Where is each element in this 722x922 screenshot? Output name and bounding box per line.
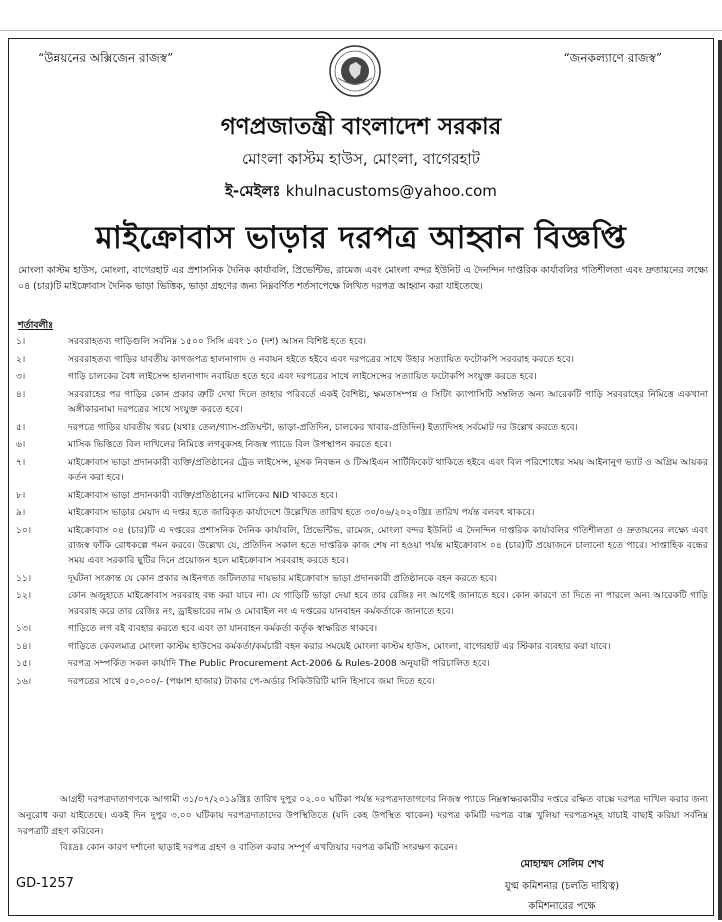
condition-item: [16, 352, 708, 367]
condition-item: [16, 571, 708, 586]
condition-text: দরপত্রের সাথে ৫০,০০০/- (পঞ্চাশ হাজার) টাকার পে-অর্ডার সিকিউরিটি মানি হিসাবে জমা দিতে হবে।: [68, 675, 435, 687]
condition-item: [16, 656, 708, 671]
condition-item: [16, 334, 708, 349]
condition-item: [16, 621, 708, 636]
condition-item: [16, 455, 708, 485]
condition-item: [16, 420, 708, 435]
conditions-list: [16, 334, 708, 692]
condition-item: [16, 639, 708, 654]
slogan-left: “উন্নয়নের অক্সিজেন রাজস্ব”: [38, 51, 174, 65]
condition-number: ৫।: [16, 421, 26, 433]
condition-number: ২।: [16, 353, 26, 365]
condition-number: ১২।: [16, 590, 32, 602]
condition-item: [16, 674, 708, 689]
signatory-name-text: মোহাম্মদ সেলিম শেখ: [520, 859, 604, 870]
condition-text: সরবরাহতব্য গাড়ির যাবতীয় কাগজপত্র হালনাগাদ ও নবায়ন হইতে হইবে এবং দরপত্রের সাথে উহার সত্যায়িত ফটোকপি সরবরাহ করতে হবে।: [68, 353, 574, 365]
condition-item: [16, 523, 708, 569]
condition-text: দূর্ঘটনা সংক্রান্ত যে কোন প্রকার আইনগত জটিলতার দায়ভার মাইক্রোবাস ভাড়া প্রদানকারী প্রতিষ্ঠানকে বহন করতে হবে।: [68, 572, 498, 584]
condition-text: মাইক্রোবাস ০৪ (চার)টি এ দপ্তরের প্রশাসনিক দৈনিক কার্যাবলি, প্রিভেন্টিভ, রামেজ, মোংলা বন্দর ইউনিট এ দৈনন্দিন দাপ্তরিক কার্যাবলির গতিশীলতা ও দ্রুতায়নের লক্ষ্যে এবং রাজস্ব ফাঁকি রোধকল্পে গমন করবে। উল্লেখ্য যে, প্রতিদিন সকাল হতে দাপ্তরিক কাজ শেষ না হওয়া পর্যন্ত মাইক্রোবাস ০৪ (চার)টি প্রয়োজনে চালানো হতে পারে। সাপ্তাহিক বন্ধের সময় এবং সরকারি ছুটির দিনে প্রয়োজন হলে মাইক্রোবাস সরবরাহ করতে হবে।: [68, 524, 708, 567]
footnote-paragraph: বিঃদ্রঃ কোন কারণ দর্শানো ছাড়াই দরপত্র গ্রহণ ও বাতিল করার সম্পূর্ণ এখতিয়ার দরপত্র কমিটি সংরক্ষণ করেন।: [60, 842, 458, 853]
condition-text: মাইক্রোবাস ভাড়া প্রদানকারী ব্যক্তি/প্রতিষ্ঠানের ট্রেড লাইসেন্স, মূসক নিবন্ধন ও টিআইএন সার্টিফিকেট থাকিতে হইবে এবং বিল পরিশোধের সময় আইনানুগ ভ্যাট ও অগ্রিম আয়কর কর্তন করা হবে।: [68, 456, 708, 483]
condition-item: [16, 369, 708, 384]
government-seal-icon: [328, 44, 382, 98]
condition-number: ৬।: [16, 439, 26, 451]
condition-text: সরবরাহতব্য গাড়িগুলি সর্বনিম্ন ১৫০০ সিসি এবং ১০ (দশ) আসন বিশিষ্ট হতে হবে।: [68, 336, 367, 347]
condition-item: [16, 588, 708, 618]
email-address[interactable]: khulnacustoms@yahoo.com: [285, 182, 497, 200]
condition-item: [16, 505, 708, 520]
email-line: [0, 180, 722, 205]
condition-number: ১৫।: [16, 658, 32, 670]
condition-number: ১।: [16, 336, 26, 347]
condition-number: ১০।: [16, 524, 32, 536]
condition-text: দরপত্রে গাড়ির যাবতীয় খরচ (যথাঃ তেল/গ্যাস-প্রতিঘন্টা, ভাড়া-প্রতিদিন, চালকের খাবার-প্রতিদিন) ইত্যাদিসহ সর্বমোট দর উল্লেখ করতে হবে।: [68, 421, 578, 433]
condition-number: ৪।: [16, 388, 26, 400]
condition-number: ৯।: [16, 507, 26, 519]
condition-text: সরবরাহের পর গাড়ির কোন প্রকার ত্রুটি দেখা দিলে তাহার পরিবর্তে একই বৈশিষ্ট্য, ক্ষমতাসম্পন্ন ও সিটিং ক্যাপাসিটি সম্বলিত অন্য আরেকটি গাড়ি সরবরাহের নিমিত্তে একখানা অঙ্গীকারনামা দরপত্রের সাথে সংযুক্ত করতে হবে।: [68, 388, 708, 415]
closing-section: [18, 792, 708, 856]
condition-number: ৮।: [16, 489, 26, 501]
notice-title: মাইক্রোবাস ভাড়ার দরপত্র আহ্বান বিজ্ঞপ্তি: [95, 220, 627, 256]
email-label: ই-মেইলঃ: [225, 182, 286, 200]
gd-number: GD-1257: [16, 876, 74, 891]
condition-text: গাড়ি চালকের বৈধ লাইসেন্স হালনাগাদ নবায়িত হতে হবে এবং দরপত্রের সাথে লাইসেন্সের সত্যায়িত ফটোকপি সংযুক্ত করতে হবে।: [68, 371, 537, 383]
condition-item: [16, 488, 708, 503]
condition-number: ১৩।: [16, 623, 32, 635]
condition-number: ১৪।: [16, 640, 32, 652]
condition-text: গাড়িতে লগ বই ব্যবহার করতে হবে এবং তা যানবাহন কর্মকর্তা কর্তৃক স্বাক্ষরিত থাকবে।: [68, 623, 378, 635]
condition-item: [16, 387, 708, 417]
condition-text: গাড়িতে কেবলমাত্র মোংলা কাস্টম হাউসের কর্মকর্তা/কর্মচারী বহন করার সময়েই মোংলা কাস্টম হাউস, মোংলা, বাগেরহাট এর স্টিকার ব্যবহার করা যাবে।: [68, 640, 611, 652]
conditions-heading: শর্তাবলীঃ: [18, 320, 54, 331]
office-address: মোংলা কাস্টম হাউস, মোংলা, বাগেরহাট: [242, 150, 480, 168]
condition-text: মাসিক ভিত্তিতে বিল দাখিলের নিমিত্তে লগবুকসহ নিজস্ব প্যাডে বিল উপস্থাপন করতে হবে।: [68, 439, 392, 451]
condition-item: [16, 437, 708, 452]
condition-text: কোন অজুহাতে মাইক্রোবাস সরবরাহ বন্ধ করা যাবে না। যে গাড়িটি ভাড়া দেয়া হবে তার রেজিঃ নং আগেই জানাতে হবে। কোন কারণে তা দিতে না পারলে অন্য আরেকটি গাড়ি সরবরাহ করে তার রেজিঃ নং, ড্রাইভারের নাম ও মোবাইল নং এ দপ্তরের যানবাহন কর্মকর্তাকে জানাতে হবে।: [68, 590, 708, 617]
slogan-right: “জনকল্যাণে রাজস্ব”: [563, 51, 662, 65]
closing-paragraph: আগ্রহী দরপত্রদাতাগণকে আগামী ৩১/০৭/২০১৯খ্রিঃ তারিখ দুপুর ০২.০০ ঘটিকা পর্যন্ত দরপত্রদাতাগণের নিজস্ব প্যাডে নিম্নস্বাক্ষরকারীর দপ্তরে রক্ষিত বাক্সে দরপত্র দাখিল করার জন্য অনুরোধ করা যাইতেছে। একই দিন দুপুর ৩.০০ ঘটিকায় দরপত্রদাতাদের উপস্থিতিতে (যদি কেহ উপস্থিত থাকেন) দরপত্র কমিটি দরপত্র বাক্স খুলিয়া দরপত্রসমূহ যাচাই বাছাই করিয়া সর্বনিম্ন দরপত্রটি গ্রহণ করিবেন।: [18, 794, 708, 837]
condition-number: ১১।: [16, 572, 32, 584]
condition-text: মাইক্রোবাস ভাড়া প্রদানকারী ব্যক্তি/প্রতিষ্ঠানের মালিকের NID থাকতে হবে।: [68, 489, 338, 501]
signatory-designation: যুগ্ম কমিশনার (চলতি দায়িত্ব): [504, 881, 620, 892]
condition-number: ৭।: [16, 456, 26, 468]
condition-number: ১৬।: [16, 675, 32, 687]
signatory-name: [472, 856, 652, 874]
condition-text: মাইক্রোবাস ভাড়ার মেয়াদ এ দপ্তর হতে জারিকৃত কার্যাদেশে উল্লেখিত তারিখ হতে ৩০/০৬/২০২০খ্রিঃ তারিখ পর্যন্ত বলবৎ থাকবে।: [68, 507, 535, 519]
condition-number: ৩।: [16, 371, 26, 383]
signatory-on-behalf: কমিশনারের পক্ষে: [528, 901, 596, 912]
top-rule: [0, 30, 722, 31]
condition-text: দরপত্র সম্পর্কিত সকল কার্যাদি The Public Procurement Act-2006 & Rules-2008 অনুযায়ী পরিচালিত হবে।: [68, 658, 490, 670]
government-heading: গণপ্রজাতন্ত্রী বাংলাদেশ সরকার: [220, 113, 502, 140]
intro-paragraph: মোংলা কাস্টম হাউস, মোংলা, বাগেরহাট এর প্রশাসনিক দৈনিক কার্যাবলি, প্রিভেন্টিভ, রামেজ এবং মোংলা বন্দর ইউনিট এ দৈনন্দিন দাপ্তরিক কার্যাবলির গতিশীলতা এবং দ্রুতায়নের লক্ষ্যে ০৪ (চার)টি মাইক্রোবাস দৈনিক ভাড়া ভিত্তিক, ভাড়া গ্রহণের জন্য নিম্নবর্ণিত শর্তসাপেক্ষে লিখিত দরপত্র আহ্বান করা যাইতেছে।: [18, 265, 708, 292]
